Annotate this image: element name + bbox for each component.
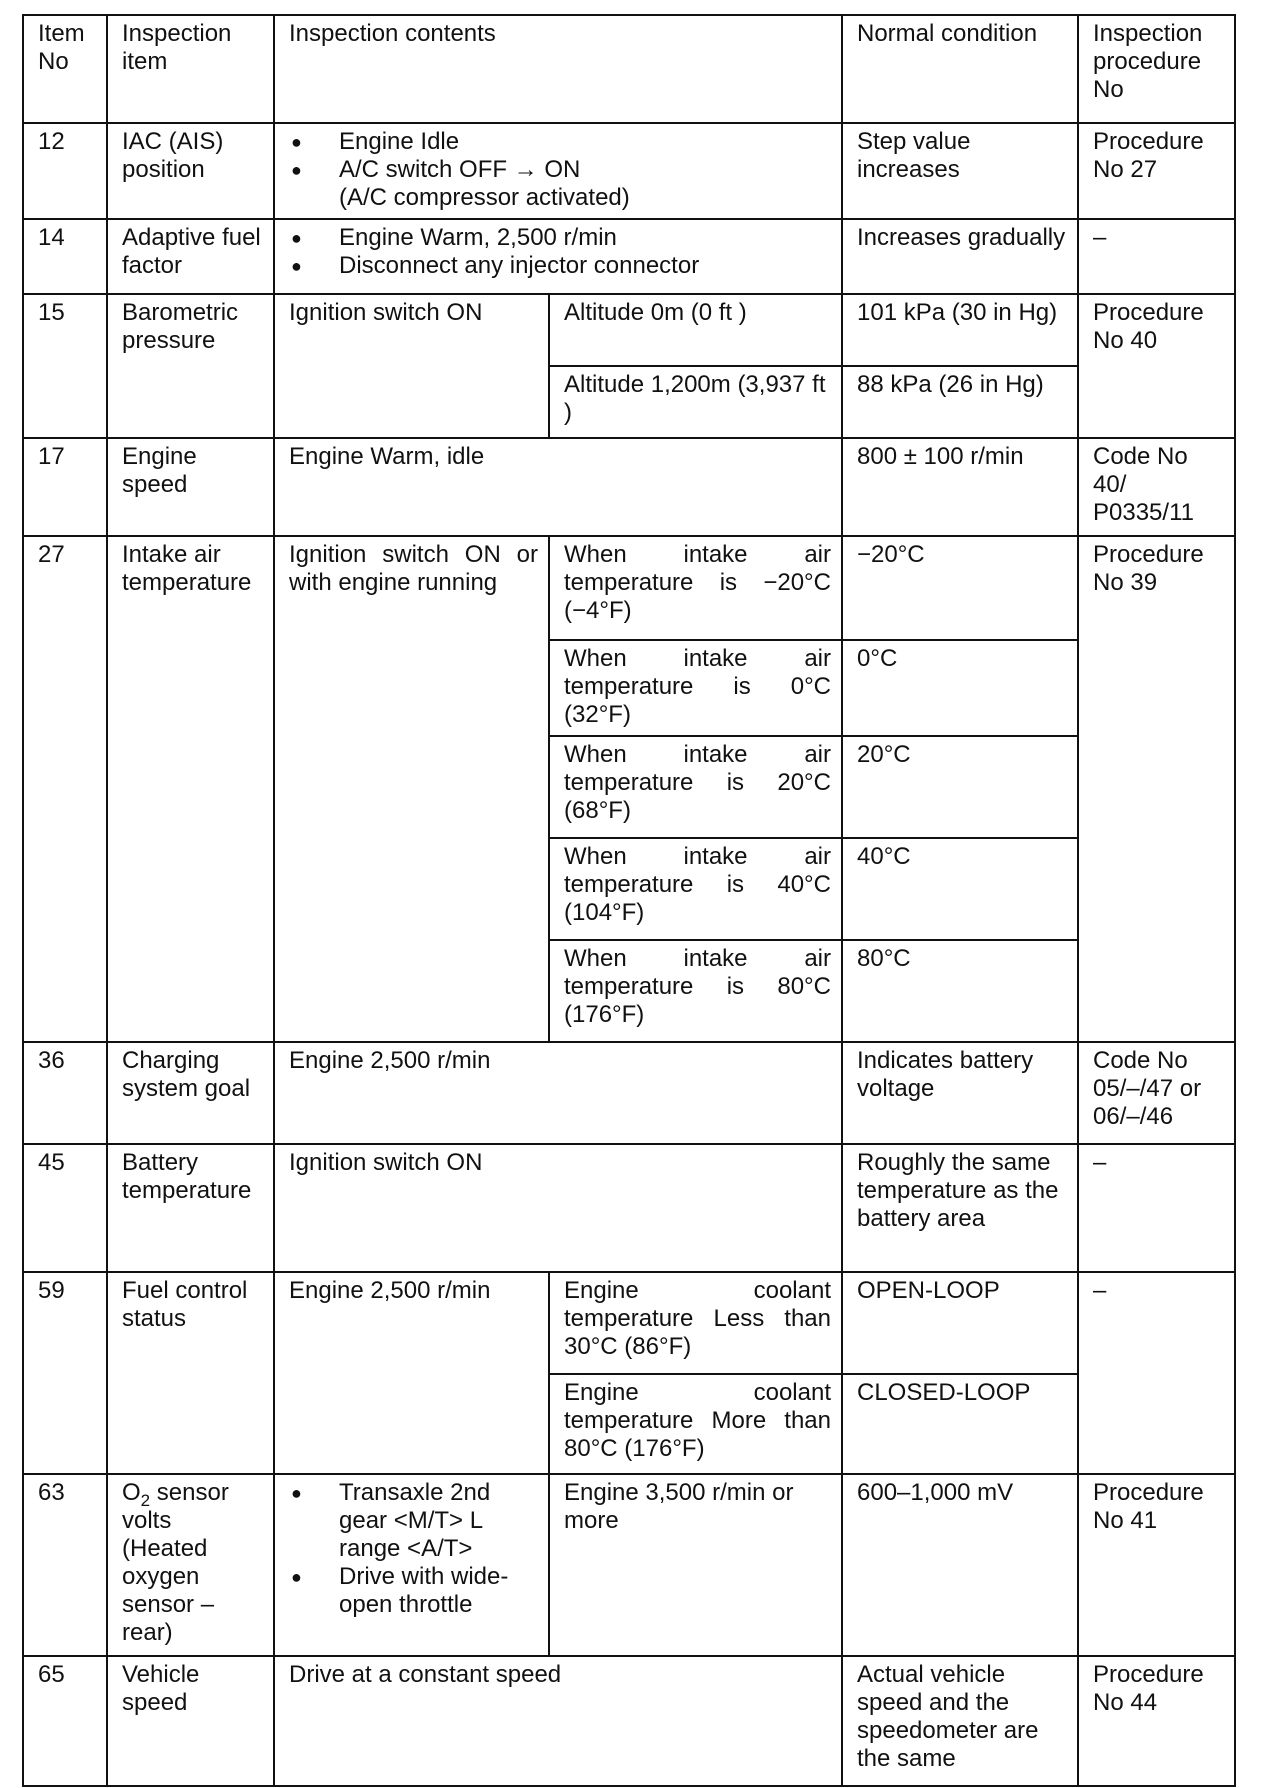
bullet-item: ● Drive with wide-open throttle <box>289 1563 538 1619</box>
header-inspection-item: Inspection item <box>107 15 274 123</box>
table-row <box>23 1272 1235 1374</box>
item-no: 63 <box>23 1474 107 1656</box>
procedure-no: Procedure No 44 <box>1078 1656 1235 1786</box>
inspection-contents <box>274 1474 549 1656</box>
normal-condition: 88 kPa (26 in Hg) <box>842 366 1078 438</box>
table-row <box>23 536 1235 640</box>
inspection-item: Adaptive fuel factor <box>107 219 274 294</box>
procedure-no: Procedure No 39 <box>1078 536 1235 1042</box>
sub-condition: When intake air temperature is 20°C (68°F) <box>549 736 842 838</box>
sub-condition: When intake air temperature is 80°C (176°F) <box>549 940 842 1042</box>
inspection-item: Intake air temperature <box>107 536 274 1042</box>
item-no: 14 <box>23 219 107 294</box>
sub-condition: Engine coolant temperature Less than 30°C (86°F) <box>549 1272 842 1374</box>
sub-condition: Engine coolant temperature More than 80°C (176°F) <box>549 1374 842 1474</box>
item-no: 65 <box>23 1656 107 1786</box>
table-row <box>23 123 1235 219</box>
inspection-condition: Ignition switch ON or with engine running <box>274 536 549 1042</box>
inspection-condition: Ignition switch ON <box>274 294 549 438</box>
sub-condition: Altitude 1,200m (3,937 ft ) <box>549 366 842 438</box>
table-row <box>23 294 1235 366</box>
inspection-item: Engine speed <box>107 438 274 536</box>
bullet-item: ● Disconnect any injector connector <box>289 252 831 280</box>
bullet-item: ● Transaxle 2nd gear <M/T> L range <A/T> <box>289 1479 538 1563</box>
bullet-note: (A/C compressor activated) <box>339 184 630 211</box>
normal-condition: 40°C <box>842 838 1078 940</box>
normal-condition: Roughly the same temperature as the battery area <box>842 1144 1078 1272</box>
item-no: 15 <box>23 294 107 438</box>
procedure-no: – <box>1078 219 1235 294</box>
header-inspection-contents: Inspection contents <box>274 15 842 123</box>
inspection-contents <box>274 219 842 294</box>
header-normal-condition: Normal condition <box>842 15 1078 123</box>
table-row <box>23 438 1235 536</box>
table-row <box>23 219 1235 294</box>
table-row <box>23 1474 1235 1656</box>
normal-condition: 800 ± 100 r/min <box>842 438 1078 536</box>
inspection-item: Barometric pressure <box>107 294 274 438</box>
inspection-item <box>107 1474 274 1656</box>
procedure-no: Procedure No 41 <box>1078 1474 1235 1656</box>
normal-condition: 101 kPa (30 in Hg) <box>842 294 1078 366</box>
item-text: O <box>122 1479 141 1506</box>
procedure-no: – <box>1078 1144 1235 1272</box>
inspection-condition: Engine Warm, idle <box>274 438 842 536</box>
inspection-table <box>22 14 1236 1787</box>
normal-condition: Indicates battery voltage <box>842 1042 1078 1144</box>
sub-condition: When intake air temperature is 40°C (104°F) <box>549 838 842 940</box>
inspection-item: Vehicle speed <box>107 1656 274 1786</box>
procedure-no: Code No 05/–/47 or 06/–/46 <box>1078 1042 1235 1144</box>
item-no: 17 <box>23 438 107 536</box>
procedure-no: Procedure No 27 <box>1078 123 1235 219</box>
normal-condition: OPEN-LOOP <box>842 1272 1078 1374</box>
inspection-condition: Drive at a constant speed <box>274 1656 842 1786</box>
normal-condition: 0°C <box>842 640 1078 736</box>
procedure-no: – <box>1078 1272 1235 1474</box>
item-no: 12 <box>23 123 107 219</box>
normal-condition: Increases gradually <box>842 219 1078 294</box>
inspection-condition: Engine 2,500 r/min <box>274 1042 842 1144</box>
table-row <box>23 1656 1235 1786</box>
inspection-item: IAC (AIS) position <box>107 123 274 219</box>
header-row <box>23 15 1235 123</box>
inspection-condition: Engine 3,500 r/min or more <box>549 1474 842 1656</box>
bullet-item: ● Engine Warm, 2,500 r/min <box>289 224 831 252</box>
sub-condition: When intake air temperature is −20°C (−4°F) <box>549 536 842 640</box>
normal-condition: 600–1,000 mV <box>842 1474 1078 1656</box>
sub-condition: When intake air temperature is 0°C (32°F) <box>549 640 842 736</box>
sub-condition: Altitude 0m (0 ft ) <box>549 294 842 366</box>
header-item-no: Item No <box>23 15 107 123</box>
item-no: 59 <box>23 1272 107 1474</box>
procedure-no: Code No 40/ P0335/11 <box>1078 438 1235 536</box>
procedure-no: Procedure No 40 <box>1078 294 1235 438</box>
table-row <box>23 1042 1235 1144</box>
normal-condition: −20°C <box>842 536 1078 640</box>
inspection-condition: Ignition switch ON <box>274 1144 842 1272</box>
header-procedure-no: Inspection procedure No <box>1078 15 1235 123</box>
inspection-contents <box>274 123 842 219</box>
normal-condition: Step value increases <box>842 123 1078 219</box>
normal-condition: 20°C <box>842 736 1078 838</box>
bullet-item: ● A/C switch OFF → ON <box>289 156 831 184</box>
subscript: 2 <box>140 1490 151 1510</box>
table-row <box>23 1144 1235 1272</box>
item-no: 45 <box>23 1144 107 1272</box>
inspection-item: Charging system goal <box>107 1042 274 1144</box>
item-no: 36 <box>23 1042 107 1144</box>
inspection-condition: Engine 2,500 r/min <box>274 1272 549 1474</box>
normal-condition: CLOSED-LOOP <box>842 1374 1078 1474</box>
item-no: 27 <box>23 536 107 1042</box>
normal-condition: Actual vehicle speed and the speedometer are the same <box>842 1656 1078 1786</box>
inspection-item: Fuel control status <box>107 1272 274 1474</box>
normal-condition: 80°C <box>842 940 1078 1042</box>
item-text: sensor volts (Heated oxygen sensor – rear) <box>122 1479 229 1646</box>
bullet-item: ● Engine Idle <box>289 128 831 156</box>
inspection-item: Battery temperature <box>107 1144 274 1272</box>
